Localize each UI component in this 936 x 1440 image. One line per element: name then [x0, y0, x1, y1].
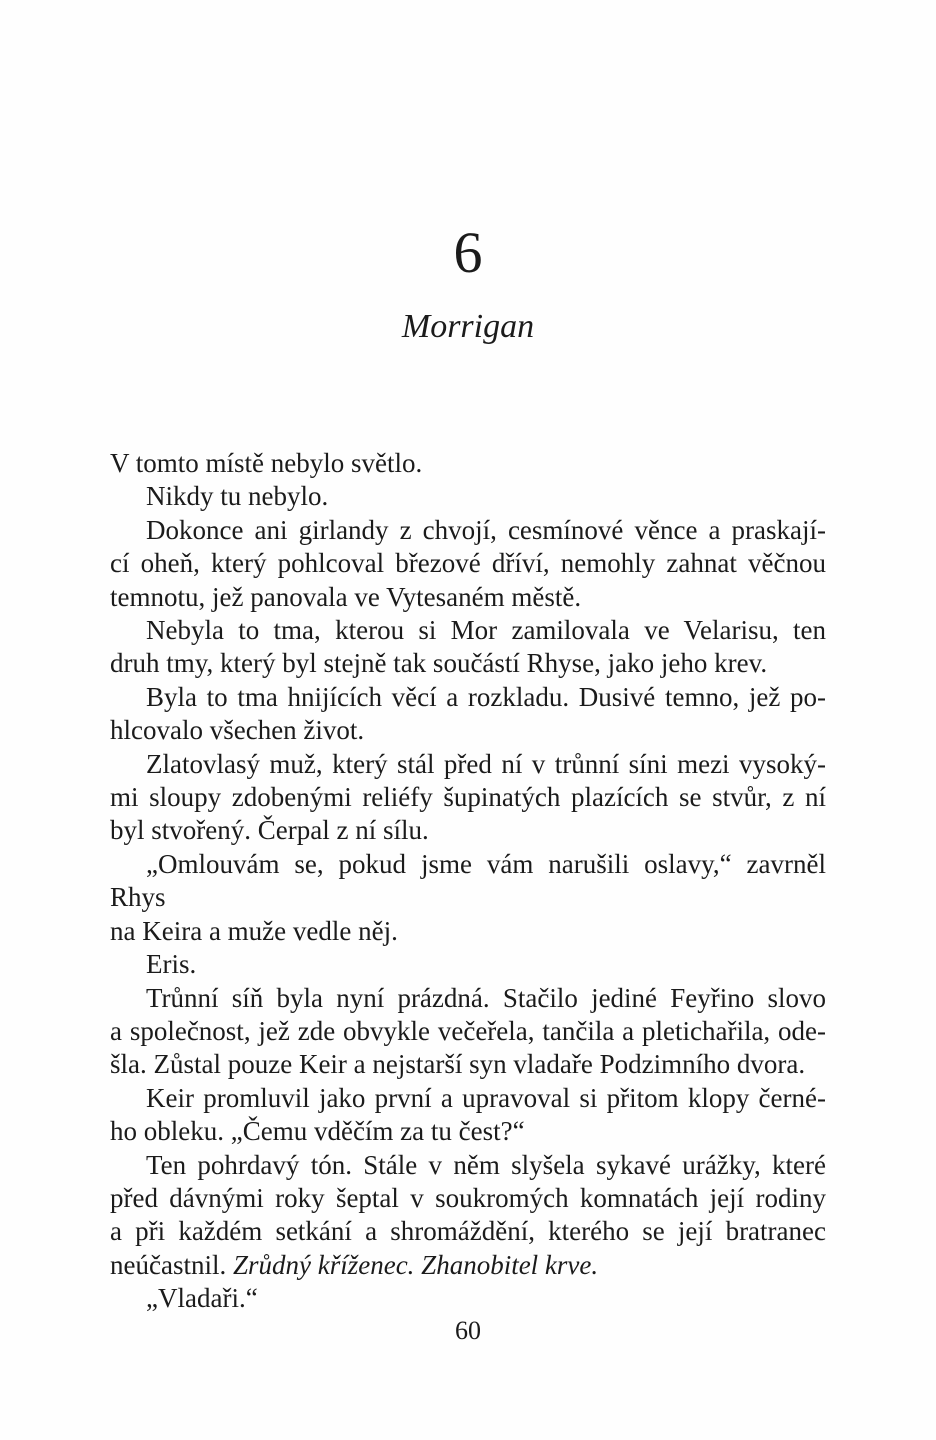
body-line — [110, 1149, 826, 1182]
body-line — [110, 982, 826, 1015]
body-line — [110, 1249, 826, 1282]
body-line-segment: druh tmy, který byl stejně tak součástí Rhyse, jako jeho krev. — [110, 648, 768, 679]
body-line-segment: neúčastnil. — [110, 1249, 233, 1280]
body-line — [110, 714, 826, 747]
body-line-segment: Trůnní síň byla nyní prázdná. Stačilo jediné Feyřino slovo — [146, 982, 826, 1013]
body-line — [110, 1282, 826, 1315]
body-line — [110, 1048, 826, 1081]
body-line — [110, 915, 826, 948]
body-line — [110, 1215, 826, 1248]
body-line-segment: Dokonce ani girlandy z chvojí, cesmínové věnce a praskají- — [146, 514, 826, 545]
body-line — [110, 748, 826, 781]
body-line — [110, 948, 826, 981]
body-line-segment: temnotu, jež panovala ve Vytesaném městě. — [110, 581, 582, 612]
body-line — [110, 547, 826, 580]
body-line-segment: cí oheň, který pohlcoval březové dříví, nemohly zahnat věčnou — [110, 548, 826, 579]
body-line — [110, 848, 826, 915]
body-line-segment: Nebyla to tma, kterou si Mor zamilovala ve Velarisu, ten — [146, 615, 826, 646]
body-line-segment: Zlatovlasý muž, který stál před ní v trůnní síni mezi vysoký- — [146, 748, 826, 779]
body-line — [110, 1182, 826, 1215]
body-line-segment: mi sloupy zdobenými reliéfy šupinatých plazících se stvůr, z ní — [110, 782, 826, 813]
body-line — [110, 447, 826, 480]
body-line-segment: Byla to tma hnijících věcí a rozkladu. Dusivé temno, jež po- — [146, 681, 826, 712]
page-number: 60 — [455, 1316, 481, 1345]
body-line — [110, 581, 826, 614]
body-line-segment: Eris. — [146, 949, 197, 980]
body-line — [110, 480, 826, 513]
body-line — [110, 1015, 826, 1048]
body-line — [110, 814, 826, 847]
body-line-segment: šla. Zůstal pouze Keir a nejstarší syn vladaře Podzimního dvora. — [110, 1049, 806, 1080]
body-text — [110, 447, 826, 1316]
body-line-segment: na Keira a muže vedle něj. — [110, 915, 398, 946]
body-line-segment: a společnost, jež zde obvykle večeřela, tančila a pletichařila, ode- — [110, 1015, 826, 1046]
body-line-segment: hlcovalo všechen život. — [110, 715, 365, 746]
body-line-segment: Ten pohrdavý tón. Stále v něm slyšela sykavé urážky, které — [146, 1149, 826, 1180]
body-line-segment: „Omlouvám se, pokud jsme vám narušili oslavy,“ zavrněl Rhys — [110, 848, 826, 913]
body-line-segment: byl stvořený. Čerpal z ní sílu. — [110, 815, 429, 846]
body-line — [110, 781, 826, 814]
chapter-number: 6 — [453, 220, 483, 285]
body-line — [110, 614, 826, 647]
body-line — [110, 1082, 826, 1115]
body-line-segment: „Vladaři.“ — [146, 1283, 258, 1314]
body-line-segment: ho obleku. „Čemu vděčím za tu čest?“ — [110, 1116, 525, 1147]
chapter-title: Morrigan — [401, 308, 535, 345]
body-line-segment: Nikdy tu nebylo. — [146, 481, 329, 512]
body-line — [110, 681, 826, 714]
body-line — [110, 1115, 826, 1148]
body-line-italic-segment: Zrůdný kříženec. Zhanobitel krve. — [232, 1249, 599, 1280]
body-line — [110, 514, 826, 547]
body-line-segment: před dávnými roky šeptal v soukromých komnatách její rodiny — [110, 1182, 826, 1213]
body-line — [110, 647, 826, 680]
body-line-segment: a při každém setkání a shromáždění, kterého se její bratranec — [110, 1216, 826, 1247]
body-line-segment: Keir promluvil jako první a upravoval si přitom klopy černé- — [146, 1082, 826, 1113]
body-line-segment: V tomto místě nebylo světlo. — [110, 448, 423, 478]
